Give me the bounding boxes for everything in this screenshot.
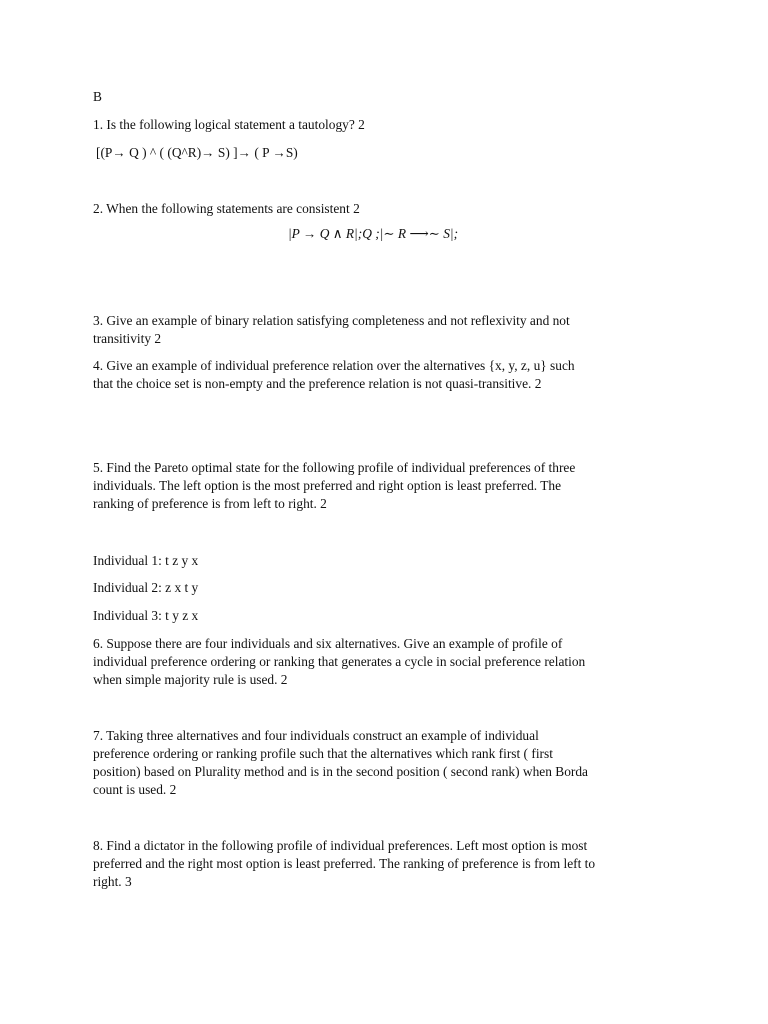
question-4-text: 4. Give an example of individual preference relation over the alternatives {x, y, z, u} such that the choice set is non-empty and the preference relation is not quasi-transitive. 2: [93, 358, 575, 391]
individual-3-preferences: Individual 3: t y z x: [93, 608, 199, 623]
question-2-text: 2. When the following statements are consistent 2: [93, 201, 360, 216]
question-5-text: 5. Find the Pareto optimal state for the following profile of individual preferences of three individuals. The left option is the most preferred and right option is least preferred. The ranking of preference is from left to right. 2: [93, 460, 576, 511]
question-1-text: 1. Is the following logical statement a tautology? 2: [93, 117, 365, 132]
individual-1-preferences: Individual 1: t z y x: [93, 553, 199, 568]
question-6-text: 6. Suppose there are four individuals and six alternatives. Give an example of profile of individual preference ordering or ranking that generates a cycle in social preference relation when simple majority rule is used. 2: [93, 636, 586, 687]
section-label: B: [93, 89, 102, 104]
question-3-text: 3. Give an example of binary relation satisfying completeness and not reflexivity and not transitivity 2: [93, 313, 570, 346]
individual-2-preferences: Individual 2: z x t y: [93, 580, 199, 595]
question-8-text: 8. Find a dictator in the following profile of individual preferences. Left most option is most preferred and the right most option is least preferred. The ranking of preference is from left to right. 3: [93, 838, 596, 889]
question-7-text: 7. Taking three alternatives and four individuals construct an example of individual preference ordering or ranking profile such that the alternatives which rank first ( first position) based on Plurality method and is in the second position ( second rank) when Borda count is used. 2: [93, 728, 588, 797]
question-2-formula: |P → Q ∧ R|;Q ;|∼ R ⟶∼ S|;: [288, 226, 459, 241]
question-1-formula: [(P→ Q ) ^ ( (Q^R)→ S) ]→ ( P →S): [96, 145, 298, 160]
